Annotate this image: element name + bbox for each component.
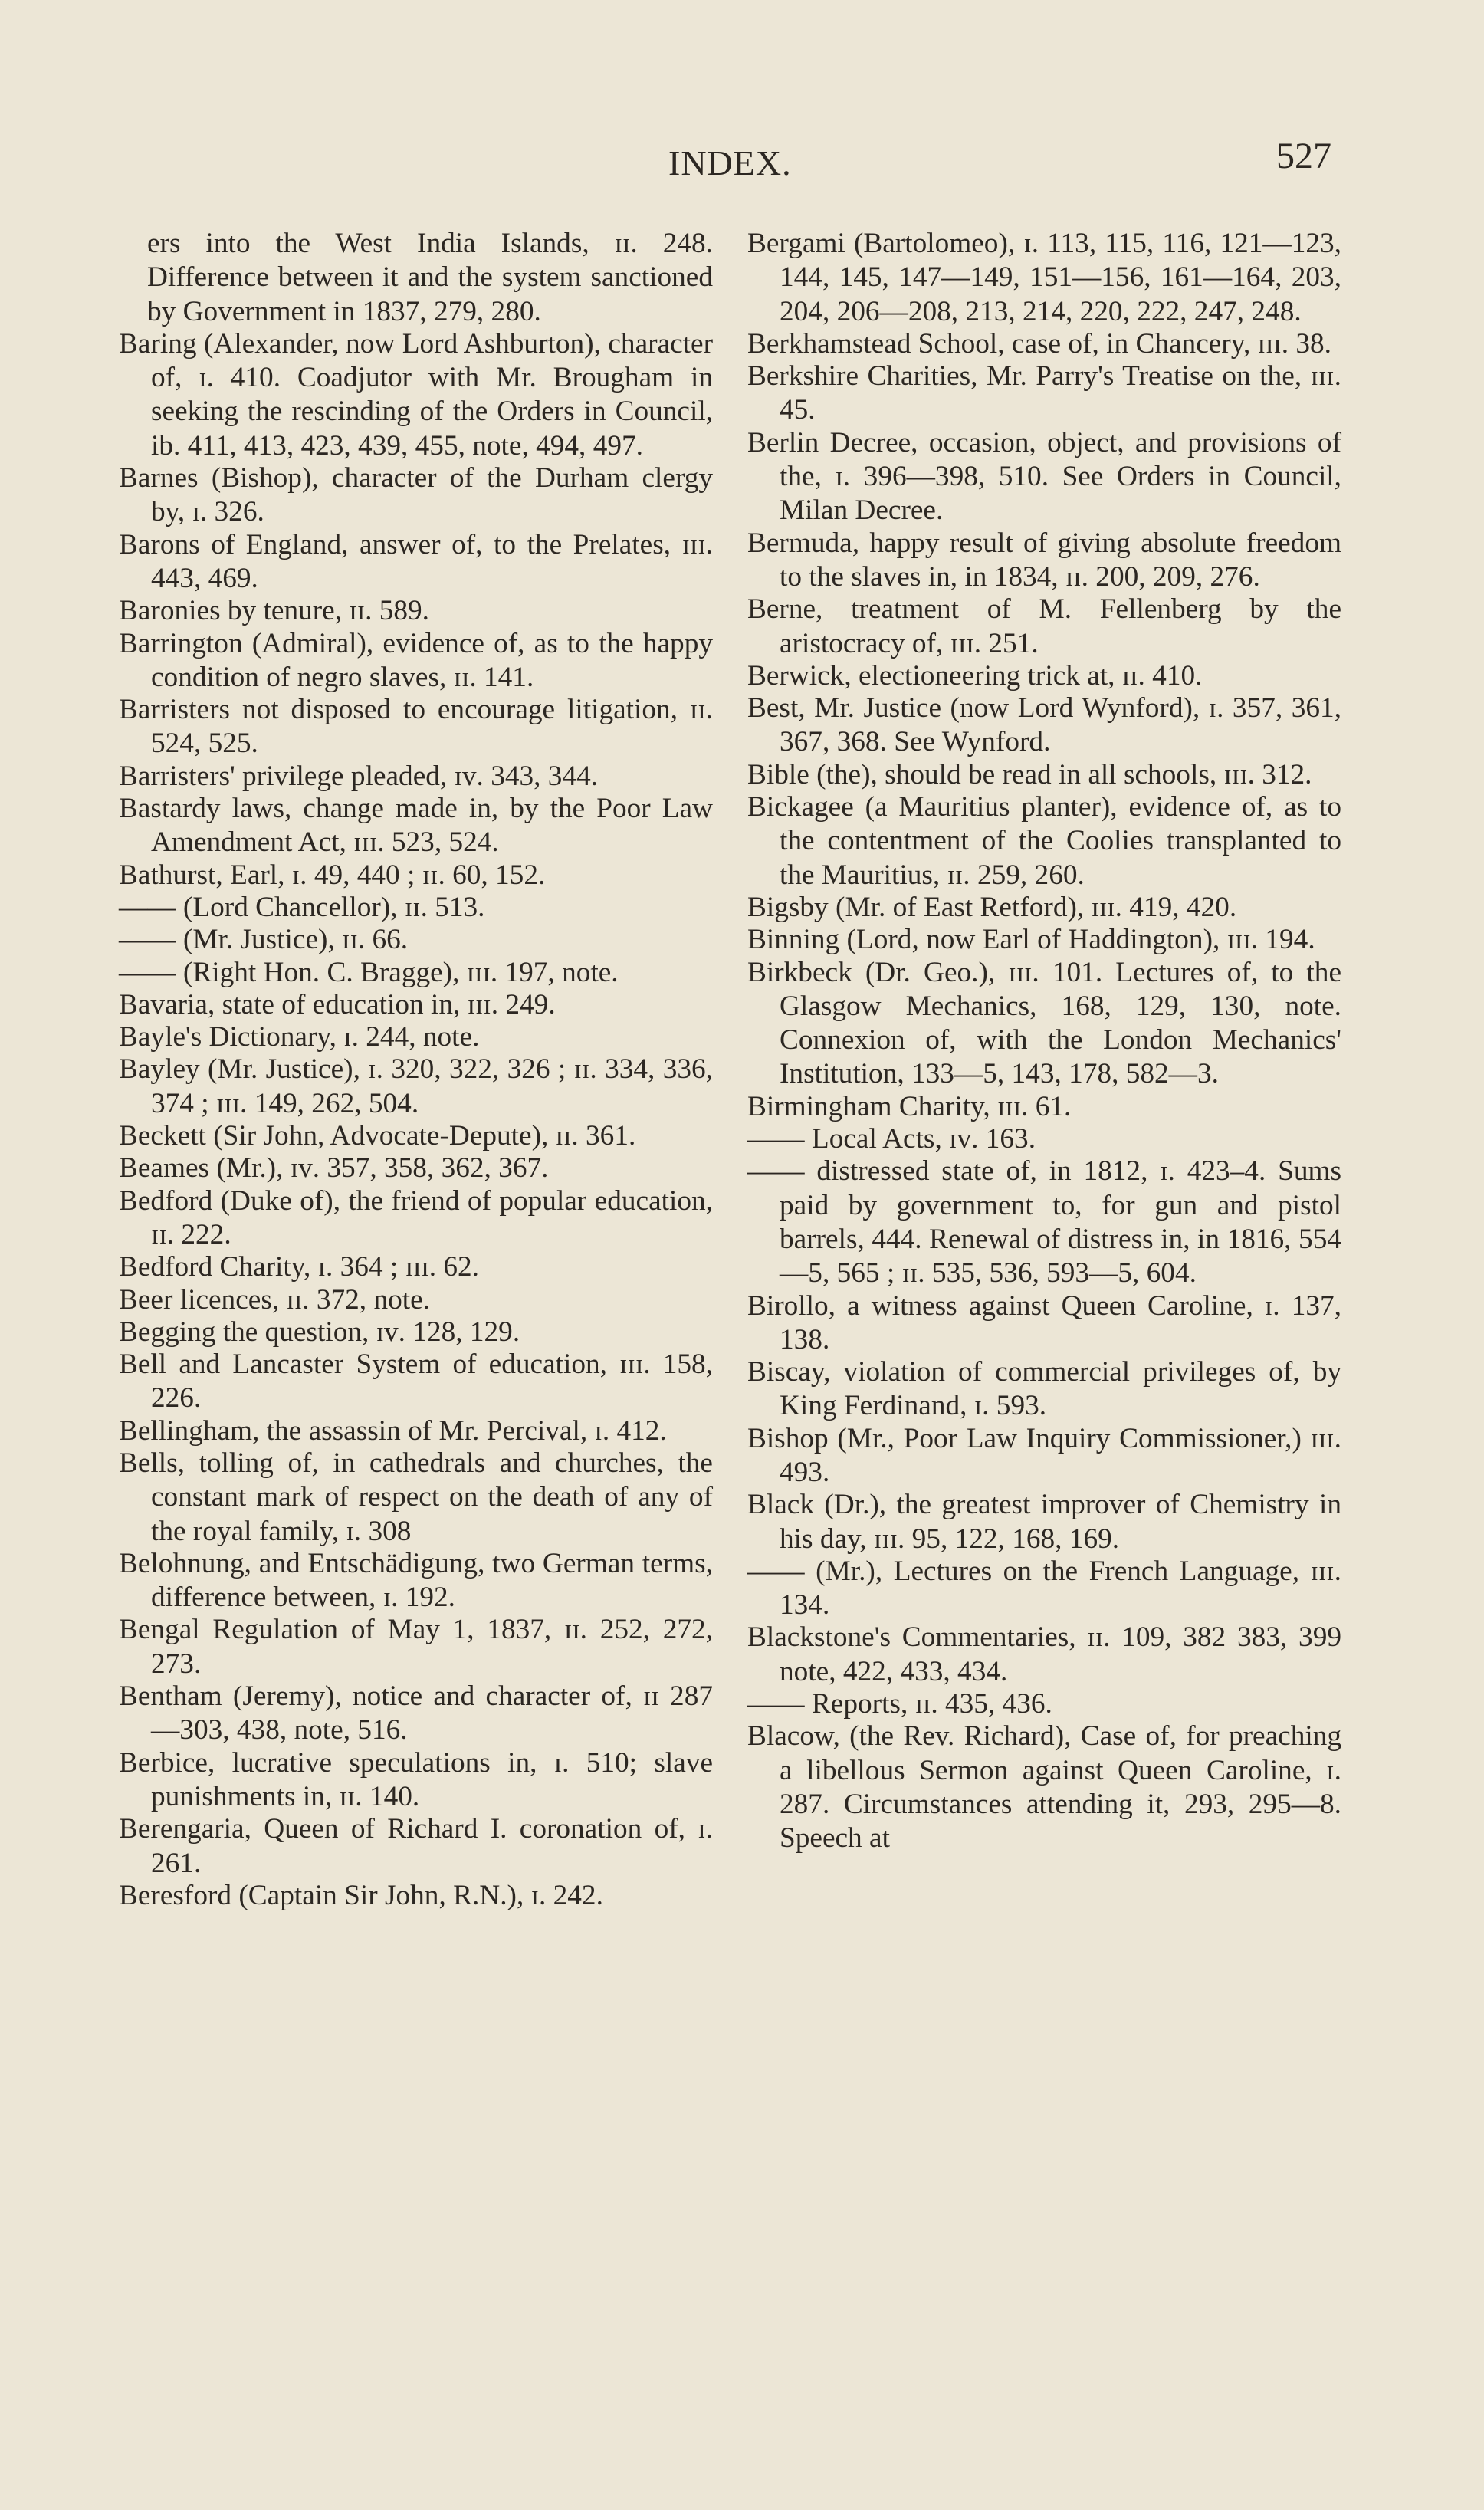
- index-entry: Bickagee (a Mauritius planter), evidence of, as to the contentment of the Coolies transplanted to the Mauritius, ɪɪ. 259, 260.: [747, 791, 1341, 891]
- right-column: [747, 227, 1341, 1855]
- index-entry: Bishop (Mr., Poor Law Inquiry Commissioner,) ɪɪɪ. 493.: [747, 1422, 1341, 1488]
- index-entry: Berbice, lucrative speculations in, ɪ. 510; slave punishments in, ɪɪ. 140.: [119, 1746, 713, 1812]
- index-entry: Bengal Regulation of May 1, 1837, ɪɪ. 252, 272, 273.: [119, 1614, 713, 1680]
- index-entry: Bedford (Duke of), the friend of popular education, ɪɪ. 222.: [119, 1184, 713, 1250]
- index-subentry: —— (Mr.), Lectures on the French Language, ɪɪɪ. 134.: [747, 1555, 1341, 1621]
- index-entry: Bermuda, happy result of giving absolute freedom to the slaves in, in 1834, ɪɪ. 200, 209, 276.: [747, 527, 1341, 593]
- index-entry: Black (Dr.), the greatest improver of Chemistry in his day, ɪɪɪ. 95, 122, 168, 169.: [747, 1489, 1341, 1555]
- index-entry: Beames (Mr.), ɪᴠ. 357, 358, 362, 367.: [119, 1152, 549, 1184]
- index-entry: Beckett (Sir John, Advocate-Depute), ɪɪ. 361.: [119, 1120, 636, 1152]
- index-entry: Berlin Decree, occasion, object, and provisions of the, ɪ. 396—398, 510. See Orders in Council, Milan Decree.: [747, 426, 1341, 527]
- index-subentry: —— (Lord Chancellor), ɪɪ. 513.: [119, 891, 485, 923]
- index-entry: Barrington (Admiral), evidence of, as to the happy condition of negro slaves, ɪɪ. 141.: [119, 627, 713, 693]
- index-entry: Bellingham, the assassin of Mr. Percival, ɪ. 412.: [119, 1414, 667, 1447]
- page-number: 527: [1276, 136, 1331, 176]
- index-subentry: —— Local Acts, ɪᴠ. 163.: [747, 1123, 1036, 1155]
- index-entry: Berengaria, Queen of Richard I. coronation of, ɪ. 261.: [119, 1813, 713, 1879]
- index-entry: Berkshire Charities, Mr. Parry's Treatise on the, ɪɪɪ. 45.: [747, 360, 1341, 426]
- index-entry: Bathurst, Earl, ɪ. 49, 440 ; ɪɪ. 60, 152.: [119, 859, 546, 891]
- index-entry: Barristers not disposed to encourage litigation, ɪɪ. 524, 525.: [119, 694, 713, 760]
- index-entry: Berkhamstead School, case of, in Chancery, ɪɪɪ. 38.: [747, 327, 1331, 360]
- index-entry: Bergami (Bartolomeo), ɪ. 113, 115, 116, 121—123, 144, 145, 147—149, 151—156, 161—164, 203, 204, 206—208, 213, 214, 220, 222, 247, 248.: [747, 228, 1341, 327]
- index-entry: Baring (Alexander, now Lord Ashburton), character of, ɪ. 410. Coadjutor with Mr. Brougham in seeking the rescinding of the Orders in Council, ib. 411, 413, 423, 439, 455, note, 494, 497.: [119, 327, 713, 462]
- index-entry: Bavaria, state of education in, ɪɪɪ. 249.: [119, 988, 556, 1020]
- index-entry: Birmingham Charity, ɪɪɪ. 61.: [747, 1090, 1072, 1122]
- index-entry: Blackstone's Commentaries, ɪɪ. 109, 382 383, 399 note, 422, 433, 434.: [747, 1621, 1341, 1687]
- index-entry: Barnes (Bishop), character of the Durham clergy by, ɪ. 326.: [119, 462, 713, 528]
- index-entry: Begging the question, ɪᴠ. 128, 129.: [119, 1316, 520, 1348]
- index-entry: Baronies by tenure, ɪɪ. 589.: [119, 595, 430, 627]
- index-entry: Birollo, a witness against Queen Caroline, ɪ. 137, 138.: [747, 1289, 1341, 1355]
- index-subentry: —— distressed state of, in 1812, ɪ. 423–4. Sums paid by government to, for gun and pistol barrels, 444. Renewal of distress in, in 1816, 554—5, 565 ; ɪɪ. 535, 536, 593—5, 604.: [747, 1155, 1341, 1289]
- index-entry: Beresford (Captain Sir John, R.N.), ɪ. 242.: [119, 1879, 603, 1911]
- index-entry: Berwick, electioneering trick at, ɪɪ. 410.: [747, 659, 1203, 692]
- index-subentry: —— (Right Hon. C. Bragge), ɪɪɪ. 197, note.: [119, 956, 619, 988]
- index-entry: Belohnung, and Entschädigung, two German terms, difference between, ɪ. 192.: [119, 1547, 713, 1614]
- page-title: INDEX.: [668, 143, 792, 182]
- index-entry: ers into the West India Islands, ɪɪ. 248. Difference between it and the system sanctioned by Government in 1837, 279, 280.: [147, 228, 713, 327]
- running-head: [0, 136, 1484, 198]
- index-entry: Bentham (Jeremy), notice and character of, ɪɪ 287—303, 438, note, 516.: [119, 1680, 713, 1746]
- index-entry: Berne, treatment of M. Fellenberg by the aristocracy of, ɪɪɪ. 251.: [747, 593, 1341, 659]
- index-entry: Bayley (Mr. Justice), ɪ. 320, 322, 326 ; ɪɪ. 334, 336, 374 ; ɪɪɪ. 149, 262, 504.: [119, 1053, 713, 1119]
- index-subentry: —— (Mr. Justice), ɪɪ. 66.: [119, 924, 409, 956]
- index-entry: Blacow, (the Rev. Richard), Case of, for preaching a libellous Sermon against Queen Caroline, ɪ. 287. Circumstances attending it, 293, 295—8. Speech at: [747, 1720, 1341, 1855]
- index-entry: Binning (Lord, now Earl of Haddington), ɪɪɪ. 194.: [747, 924, 1315, 956]
- index-entry: Bell and Lancaster System of education, ɪɪɪ. 158, 226.: [119, 1349, 713, 1414]
- index-entry: Beer licences, ɪɪ. 372, note.: [119, 1283, 430, 1316]
- index-entry: Bastardy laws, change made in, by the Poor Law Amendment Act, ɪɪɪ. 523, 524.: [119, 793, 713, 859]
- left-column: [119, 227, 713, 1911]
- index-entry: Bayle's Dictionary, ɪ. 244, note.: [119, 1021, 480, 1053]
- index-entry: Best, Mr. Justice (now Lord Wynford), ɪ. 357, 361, 367, 368. See Wynford.: [747, 692, 1341, 758]
- index-entry: Bigsby (Mr. of East Retford), ɪɪɪ. 419, 420.: [747, 891, 1237, 923]
- index-entry: Barristers' privilege pleaded, ɪᴠ. 343, 344.: [119, 760, 599, 792]
- index-entry: Biscay, violation of commercial privileges of, by King Ferdinand, ɪ. 593.: [747, 1356, 1341, 1422]
- index-entry: Bedford Charity, ɪ. 364 ; ɪɪɪ. 62.: [119, 1251, 479, 1283]
- index-entry: Barons of England, answer of, to the Prelates, ɪɪɪ. 443, 469.: [119, 528, 713, 594]
- index-entry: Bells, tolling of, in cathedrals and churches, the constant mark of respect on the death of any of the royal family, ɪ. 308: [119, 1447, 713, 1547]
- index-entry: Bible (the), should be read in all schools, ɪɪɪ. 312.: [747, 758, 1312, 790]
- index-entry: Birkbeck (Dr. Geo.), ɪɪɪ. 101. Lectures of, to the Glasgow Mechanics, 168, 129, 130, note. Connexion of, with the London Mechanics' Institution, 133—5, 143, 178, 582—3.: [747, 956, 1341, 1090]
- index-subentry: —— Reports, ɪɪ. 435, 436.: [747, 1688, 1052, 1720]
